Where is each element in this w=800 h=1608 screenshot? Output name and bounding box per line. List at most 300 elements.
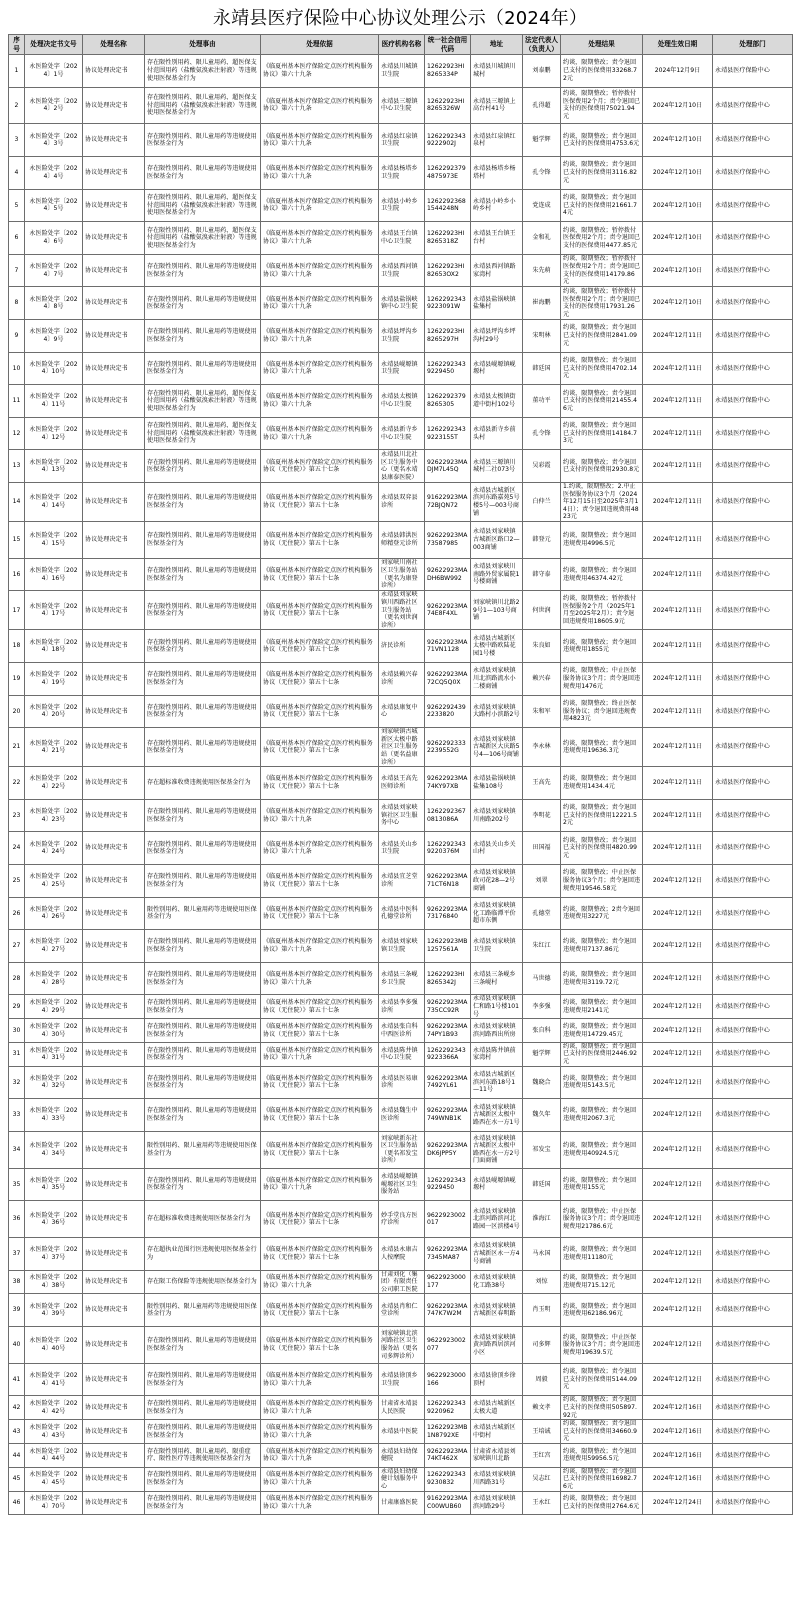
cell-disposal-result: 约谈，限期整改；暂停拨付医保费用2个月；责令退回已支付的医保费用75021.94元	[561, 87, 643, 124]
cell-effective-date: 2024年12月10日	[643, 124, 713, 157]
cell-credit-code: 12622923439229450	[425, 1168, 471, 1201]
cell-disposal-basis: 《临夏州基本医疗保险定点医疗机构服务协议》第六十九条	[261, 287, 379, 320]
cell-disposal-basis: 《临夏州基本医疗保险定点医疗机构服务协议》第六十九条	[261, 1270, 379, 1294]
cell-seq: 44	[9, 1444, 25, 1468]
cell-legal-representative: 朱和军	[523, 695, 561, 728]
cell-doc-number: 永医险处字〔2024〕28号	[25, 962, 83, 995]
cell-seq: 38	[9, 1270, 25, 1294]
column-header-legal-representative: 法定代表人（负责人）	[523, 35, 561, 55]
cell-effective-date: 2024年12月11日	[643, 417, 713, 450]
cell-legal-representative: 肖玉明	[523, 1294, 561, 1327]
cell-disposal-reason: 存在限性别用药、限儿童用药等违规使用医保基金行为	[145, 728, 261, 767]
cell-credit-code: 92622923MA735CC92R	[425, 995, 471, 1019]
cell-disposal-result: 约谈，限期整改；中止医保服务协议3个月；责令退回违规费用19639.5元	[561, 1327, 643, 1364]
cell-credit-code: 92622923MA72CQ5Q0X	[425, 663, 471, 696]
cell-effective-date: 2024年12月12日	[643, 1270, 713, 1294]
cell-institution-name: 永靖县三塬镇中心卫生院	[379, 87, 425, 124]
cell-legal-representative: 孔令锋	[523, 156, 561, 189]
cell-legal-representative: 王高先	[523, 767, 561, 800]
cell-seq: 1	[9, 55, 25, 88]
cell-disposal-reason: 存在限性别用药、限儿童用药等违规使用医保基金行为	[145, 450, 261, 483]
cell-disposal-name: 协议处理决定书	[83, 1042, 145, 1066]
table-row	[9, 189, 793, 222]
cell-legal-representative: 淮海江	[523, 1201, 561, 1238]
cell-disposal-basis: 《临夏州基本医疗保险定点医疗机构服务协议》第六十九条	[261, 930, 379, 963]
cell-seq: 28	[9, 962, 25, 995]
table-row	[9, 222, 793, 255]
cell-institution-name: 永靖县刘家峡镇卫生院	[379, 930, 425, 963]
cell-institution-name: 永靖县医易康诊所	[379, 1066, 425, 1099]
cell-disposal-result: 约谈，限期整改；责令退回已支付的医保费用4702.14元	[561, 352, 643, 385]
cell-seq: 37	[9, 1238, 25, 1271]
cell-disposal-basis: 《临夏州基本医疗保险定点医疗机构服务协议》第六十九条	[261, 1444, 379, 1468]
cell-doc-number: 永医险处字〔2024〕29号	[25, 995, 83, 1019]
cell-disposal-result: 约谈，限期整改；责令退回已支付的医保费用4820.99元	[561, 832, 643, 865]
disposal-table	[8, 34, 793, 1515]
cell-institution-name: 永靖县徐顶乡卫生院	[379, 1363, 425, 1396]
cell-department: 永靖县医疗保险中心	[713, 1327, 793, 1364]
cell-effective-date: 2024年12月12日	[643, 962, 713, 995]
cell-disposal-result: 约谈，限期整改；责令退回违规费用1434.4元	[561, 767, 643, 800]
cell-doc-number: 永医险处字〔2024〕34号	[25, 1131, 83, 1168]
cell-institution-name: 永靖县王高先医师诊所	[379, 767, 425, 800]
cell-disposal-basis: 《临夏州基本医疗保险定点医疗机构服务协议》第六十九条	[261, 87, 379, 124]
cell-department: 永靖县医疗保险中心	[713, 663, 793, 696]
cell-department: 永靖县医疗保险中心	[713, 352, 793, 385]
cell-disposal-result: 约谈，限期整改；责令退回违规费用155元	[561, 1168, 643, 1201]
cell-doc-number: 永医险处字〔2024〕70号	[25, 1491, 83, 1515]
cell-disposal-basis: 《临夏州基本医疗保险定点医疗机构服务协议（无住院）》第五十七条	[261, 1019, 379, 1043]
cell-seq: 29	[9, 995, 25, 1019]
cell-credit-code: 9622923000177	[425, 1270, 471, 1294]
cell-disposal-name: 协议处理决定书	[83, 87, 145, 124]
table-row	[9, 319, 793, 352]
cell-legal-representative: 刘惊	[523, 1270, 561, 1294]
cell-department: 永靖县医疗保险中心	[713, 1363, 793, 1396]
table-row	[9, 832, 793, 865]
cell-institution-name: 永靖县张自科中西医诊所	[379, 1019, 425, 1043]
cell-disposal-result: 约谈，限期整改；责令退回违规费用715.12元	[561, 1270, 643, 1294]
cell-seq: 36	[9, 1201, 25, 1238]
cell-disposal-basis: 《临夏州基本医疗保险定点医疗机构服务协议（无住院）》第五十七条	[261, 695, 379, 728]
cell-credit-code: 12622923439229450	[425, 352, 471, 385]
cell-disposal-reason: 存在限性别用药、限儿童用药等违规使用医保基金行为	[145, 558, 261, 591]
cell-doc-number: 永医险处字〔2024〕38号	[25, 1270, 83, 1294]
cell-seq: 46	[9, 1491, 25, 1515]
cell-disposal-name: 协议处理决定书	[83, 482, 145, 521]
cell-doc-number: 永医险处字〔2024〕43号	[25, 1420, 83, 1444]
cell-department: 永靖县医疗保险中心	[713, 1099, 793, 1132]
cell-disposal-result: 约谈，限期整改；责令退回已支付的医保费用3116.82元	[561, 156, 643, 189]
table-row	[9, 1270, 793, 1294]
cell-institution-name: 永靖县永康吉人按摩院	[379, 1238, 425, 1271]
cell-seq: 3	[9, 124, 25, 157]
cell-disposal-name: 协议处理决定书	[83, 1066, 145, 1099]
cell-department: 永靖县医疗保险中心	[713, 287, 793, 320]
cell-address: 永靖县刘家峡镇古城新区春明路	[471, 1294, 523, 1327]
cell-disposal-name: 协议处理决定书	[83, 319, 145, 352]
table-row	[9, 591, 793, 630]
cell-legal-representative: 朱良如	[523, 630, 561, 663]
table-row	[9, 767, 793, 800]
cell-seq: 19	[9, 663, 25, 696]
table-row	[9, 995, 793, 1019]
cell-department: 永靖县医疗保险中心	[713, 1294, 793, 1327]
cell-disposal-name: 协议处理决定书	[83, 897, 145, 930]
cell-disposal-basis: 《临夏州基本医疗保险定点医疗机构服务协议（无住院）》第五十七条	[261, 1201, 379, 1238]
table-header	[9, 35, 793, 55]
cell-seq: 34	[9, 1131, 25, 1168]
cell-effective-date: 2024年12月12日	[643, 1168, 713, 1201]
table-row	[9, 695, 793, 728]
cell-disposal-reason: 存在限性别用药、限儿童用药等违规使用医保基金行为	[145, 319, 261, 352]
cell-doc-number: 永医险处字〔2024〕10号	[25, 352, 83, 385]
cell-legal-representative: 周毅	[523, 1363, 561, 1396]
cell-department: 永靖县医疗保险中心	[713, 254, 793, 287]
cell-disposal-basis: 《临夏州基本医疗保险定点医疗机构服务协议（无住院）》第五十七条	[261, 1238, 379, 1271]
cell-institution-name: 永靖县川北社区卫生服务中心（更名永靖县康泰医院）	[379, 450, 425, 483]
table-row	[9, 450, 793, 483]
table-row	[9, 1420, 793, 1444]
cell-address: 永靖县杨塔乡杨塔村	[471, 156, 523, 189]
cell-doc-number: 永医险处字〔2024〕13号	[25, 450, 83, 483]
cell-address: 永靖县关山乡关山村	[471, 832, 523, 865]
cell-address: 永靖县刘家峡镇古城新区永一方4号商铺	[471, 1238, 523, 1271]
cell-institution-name: 永靖县李多强诊所	[379, 995, 425, 1019]
table-row	[9, 897, 793, 930]
cell-effective-date: 2024年12月12日	[643, 1042, 713, 1066]
cell-doc-number: 永医险处字〔2024〕3号	[25, 124, 83, 157]
cell-disposal-reason: 存在限性别用药、限儿童用药等违规使用医保基金行为	[145, 591, 261, 630]
cell-disposal-result: 约谈，限期整改；责令退回已支付的医保费用4753.6元	[561, 124, 643, 157]
cell-legal-representative: 马世德	[523, 962, 561, 995]
cell-legal-representative: 何世润	[523, 591, 561, 630]
cell-credit-code: 12622923439220376M	[425, 832, 471, 865]
cell-address: 永靖县小岭乡小岭乡村	[471, 189, 523, 222]
cell-department: 永靖县医疗保险中心	[713, 87, 793, 124]
cell-disposal-result: 约谈，限期整改；责令退回已支付的医保费用34660.9元	[561, 1420, 643, 1444]
cell-department: 永靖县医疗保险中心	[713, 1066, 793, 1099]
cell-disposal-result: 约谈，限期整改；中止医保服务协议3个月；责令退回违规费用19546.58元	[561, 865, 643, 898]
cell-disposal-result: 约谈，限期整改；责令退回违规费用62186.96元	[561, 1294, 643, 1327]
cell-institution-name: 刘家峡镇古城新区太极中路社区卫生服务站（更名益康诊所）	[379, 728, 425, 767]
table-row	[9, 1131, 793, 1168]
cell-legal-representative: 崔海鹏	[523, 287, 561, 320]
cell-legal-representative: 党连成	[523, 189, 561, 222]
cell-disposal-name: 协议处理决定书	[83, 1099, 145, 1132]
cell-disposal-basis: 《临夏州基本医疗保险定点医疗机构服务协议（无住院）》第五十七条	[261, 728, 379, 767]
cell-disposal-reason: 存在超标准收费违规使用医保基金行为	[145, 1201, 261, 1238]
cell-legal-representative: 赖兴春	[523, 663, 561, 696]
table-row	[9, 521, 793, 558]
cell-address: 永靖县刘家峡镇古城新区大庆路5号4—106号商铺	[471, 728, 523, 767]
cell-doc-number: 永医险处字〔2024〕20号	[25, 695, 83, 728]
cell-credit-code: 92622923MA747K7W2M	[425, 1294, 471, 1327]
cell-disposal-name: 协议处理决定书	[83, 385, 145, 418]
cell-doc-number: 永医险处字〔2024〕9号	[25, 319, 83, 352]
cell-disposal-result: 约谈，限期整改；暂停拨付医保服务2个月（2025年1月至2025年2月）；责令退回违规费用18605.9元	[561, 591, 643, 630]
cell-disposal-name: 协议处理决定书	[83, 1270, 145, 1294]
cell-seq: 8	[9, 287, 25, 320]
cell-effective-date: 2024年12月12日	[643, 930, 713, 963]
cell-effective-date: 2024年12月11日	[643, 482, 713, 521]
cell-disposal-basis: 《临夏州基本医疗保险定点医疗机构服务协议》第六十九条	[261, 1396, 379, 1420]
cell-effective-date: 2024年12月11日	[643, 832, 713, 865]
cell-disposal-result: 约谈，限期整改；责令退回已支付的医保费用16982.76元	[561, 1467, 643, 1491]
cell-legal-representative: 韩廷国	[523, 1168, 561, 1201]
cell-disposal-reason: 存在限性别用药、限儿童用药等违规使用医保基金行为	[145, 630, 261, 663]
cell-disposal-reason: 存在限性别用药、限儿童用药等违规使用医保基金行为	[145, 799, 261, 832]
cell-disposal-reason: 存在限性别用药、限儿童用药、超医保支付范围用药（盐酸氨溴索注射液）等违规使用医保基金行为	[145, 222, 261, 255]
cell-doc-number: 永医险处字〔2024〕8号	[25, 287, 83, 320]
cell-credit-code: 92622923MADK6JPP5Y	[425, 1131, 471, 1168]
cell-disposal-name: 协议处理决定书	[83, 417, 145, 450]
cell-credit-code: 91622923MA72BJQN72	[425, 482, 471, 521]
table-row	[9, 287, 793, 320]
cell-disposal-result: 约谈，限期整改；责令退回已支付的医保费用14184.73元	[561, 417, 643, 450]
cell-disposal-basis: 《临夏州基本医疗保险定点医疗机构服务协议》第六十九条	[261, 319, 379, 352]
table-row	[9, 663, 793, 696]
cell-credit-code: 12622923439220962	[425, 1396, 471, 1420]
cell-disposal-basis: 《临夏州基本医疗保险定点医疗机构服务协议》第六十九条	[261, 799, 379, 832]
cell-legal-representative: 吴彩霞	[523, 450, 561, 483]
cell-disposal-name: 协议处理决定书	[83, 1201, 145, 1238]
cell-institution-name: 永靖县盐锅峡镇中心卫生院	[379, 287, 425, 320]
cell-institution-name: 永靖县川城镇卫生院	[379, 55, 425, 88]
cell-department: 永靖县医疗保险中心	[713, 1201, 793, 1238]
cell-disposal-reason: 存在限性别用药、限儿童用药等违规使用医保基金行为	[145, 1099, 261, 1132]
table-row	[9, 1019, 793, 1043]
table-row	[9, 1294, 793, 1327]
cell-disposal-result: 约谈，限期整改；责令退回已支付的医保费用2841.09元	[561, 319, 643, 352]
cell-seq: 35	[9, 1168, 25, 1201]
cell-doc-number: 永医险处字〔2024〕17号	[25, 591, 83, 630]
cell-institution-name: 永靖县西河镇卫生院	[379, 254, 425, 287]
cell-effective-date: 2024年12月11日	[643, 591, 713, 630]
cell-credit-code: 12622923439223091W	[425, 287, 471, 320]
cell-disposal-name: 协议处理决定书	[83, 1444, 145, 1468]
cell-credit-code: 12622923439222902J	[425, 124, 471, 157]
cell-disposal-basis: 《临夏州基本医疗保险定点医疗机构服务协议（无住院）》第五十七条	[261, 482, 379, 521]
cell-department: 永靖县医疗保险中心	[713, 319, 793, 352]
cell-disposal-name: 协议处理决定书	[83, 1168, 145, 1201]
cell-disposal-name: 协议处理决定书	[83, 1327, 145, 1364]
cell-disposal-reason: 存在限性别用药、限儿童用药等违规使用医保基金行为	[145, 352, 261, 385]
cell-seq: 25	[9, 865, 25, 898]
cell-legal-representative: 宋明林	[523, 319, 561, 352]
cell-institution-name: 永靖县新寺乡中心卫生院	[379, 417, 425, 450]
cell-address: 永靖县刘家峡镇滨河路29号	[471, 1491, 523, 1515]
cell-disposal-reason: 限性别用药、限儿童用药等违规使用医保基金行为	[145, 897, 261, 930]
cell-disposal-reason: 存在限性别用药、限儿童用药等违规使用医保基金行为	[145, 1042, 261, 1066]
cell-effective-date: 2024年12月11日	[643, 728, 713, 767]
cell-effective-date: 2024年12月10日	[643, 189, 713, 222]
cell-institution-name: 永靖县杨塔乡卫生院	[379, 156, 425, 189]
cell-disposal-name: 协议处理决定书	[83, 1238, 145, 1271]
cell-address: 永靖县刘家峡镇化工路38号	[471, 1270, 523, 1294]
cell-disposal-name: 协议处理决定书	[83, 663, 145, 696]
cell-disposal-name: 协议处理决定书	[83, 1491, 145, 1515]
cell-seq: 17	[9, 591, 25, 630]
cell-disposal-reason: 存在限性别用药、限儿童用药、超医保支付范围用药（盐酸氨溴索注射液）等违规使用医保基金行为	[145, 417, 261, 450]
cell-seq: 42	[9, 1396, 25, 1420]
cell-credit-code: 12622923HI8265334P	[425, 55, 471, 88]
cell-seq: 2	[9, 87, 25, 124]
cell-institution-name: 永靖县赖兴春诊所	[379, 663, 425, 696]
cell-effective-date: 2024年12月10日	[643, 222, 713, 255]
cell-address: 永靖县太极镇街道中街村102号	[471, 385, 523, 418]
cell-address: 永靖县新寺乡前头村	[471, 417, 523, 450]
cell-effective-date: 2024年12月11日	[643, 767, 713, 800]
cell-legal-representative: 魏晓合	[523, 1066, 561, 1099]
cell-credit-code: 92622923332239552G	[425, 728, 471, 767]
cell-disposal-basis: 《临夏州基本医疗保险定点医疗机构服务协议（无住院）》第五十七条	[261, 1099, 379, 1132]
cell-seq: 43	[9, 1420, 25, 1444]
cell-credit-code: 92622923MA73587985	[425, 521, 471, 558]
cell-credit-code: 92622923MA74KY97XB	[425, 767, 471, 800]
cell-disposal-name: 协议处理决定书	[83, 832, 145, 865]
cell-disposal-reason: 存在限性别用药、限儿童用药等违规使用医保基金行为	[145, 521, 261, 558]
cell-effective-date: 2024年12月11日	[643, 521, 713, 558]
cell-disposal-reason: 存在限性别用药、限儿童用药等违规使用医保基金行为	[145, 1363, 261, 1396]
table-row	[9, 87, 793, 124]
cell-address: 永靖县刘家峡镇大路村小滨路2号	[471, 695, 523, 728]
cell-effective-date: 2024年12月9日	[643, 55, 713, 88]
cell-effective-date: 2024年12月11日	[643, 385, 713, 418]
cell-legal-representative: 王红宫	[523, 1444, 561, 1468]
cell-disposal-name: 协议处理决定书	[83, 55, 145, 88]
cell-credit-code: 12622923MB1N8792XE	[425, 1420, 471, 1444]
cell-address: 永靖县坪沟乡坪沟村29号	[471, 319, 523, 352]
cell-effective-date: 2024年12月11日	[643, 799, 713, 832]
cell-effective-date: 2024年12月12日	[643, 995, 713, 1019]
cell-seq: 14	[9, 482, 25, 521]
cell-disposal-name: 协议处理决定书	[83, 728, 145, 767]
cell-disposal-name: 协议处理决定书	[83, 591, 145, 630]
cell-effective-date: 2024年12月12日	[643, 1066, 713, 1099]
cell-department: 永靖县医疗保险中心	[713, 995, 793, 1019]
cell-disposal-name: 协议处理决定书	[83, 254, 145, 287]
cell-institution-name: 永靖县陈井镇中心卫生院	[379, 1042, 425, 1066]
cell-disposal-name: 协议处理决定书	[83, 799, 145, 832]
cell-address: 甘肃省永靖县刘家峡镇川北路	[471, 1444, 523, 1468]
cell-doc-number: 永医险处字〔2024〕1号	[25, 55, 83, 88]
cell-address: 永靖县徐顶乡徐顶村	[471, 1363, 523, 1396]
cell-doc-number: 永医险处字〔2024〕27号	[25, 930, 83, 963]
cell-effective-date: 2024年12月10日	[643, 87, 713, 124]
cell-department: 永靖县医疗保险中心	[713, 1467, 793, 1491]
cell-doc-number: 永医险处字〔2024〕40号	[25, 1327, 83, 1364]
cell-disposal-basis: 《临夏州基本医疗保险定点医疗机构服务协议（无住院）》第五十七条	[261, 897, 379, 930]
cell-disposal-basis: 《临夏州基本医疗保险定点医疗机构服务协议》第六十九条	[261, 222, 379, 255]
cell-credit-code: 12622923HI8265297H	[425, 319, 471, 352]
cell-seq: 26	[9, 897, 25, 930]
cell-disposal-result: 约谈，限期整改；责令退回已支付的医保费用33268.72元	[561, 55, 643, 88]
cell-seq: 18	[9, 630, 25, 663]
table-row	[9, 1327, 793, 1364]
cell-effective-date: 2024年12月11日	[643, 319, 713, 352]
cell-seq: 20	[9, 695, 25, 728]
cell-seq: 4	[9, 156, 25, 189]
cell-disposal-result: 约谈，限期整改；责令退回违规费用5143.5元	[561, 1066, 643, 1099]
cell-disposal-basis: 《临夏州基本医疗保险定点医疗机构服务协议（无住院）》第五十七条	[261, 865, 379, 898]
cell-department: 永靖县医疗保险中心	[713, 1019, 793, 1043]
cell-effective-date: 2024年12月10日	[643, 156, 713, 189]
cell-effective-date: 2024年12月11日	[643, 558, 713, 591]
cell-institution-name: 甘肃刘化（集团）有限责任公司职工医院	[379, 1270, 425, 1294]
column-header-disposal-result: 处理结果	[561, 35, 643, 55]
cell-department: 永靖县医疗保险中心	[713, 1396, 793, 1420]
table-row	[9, 482, 793, 521]
cell-department: 永靖县医疗保险中心	[713, 1444, 793, 1468]
cell-department: 永靖县医疗保险中心	[713, 450, 793, 483]
cell-disposal-reason: 存在限性别用药、限儿童用药等违规使用医保基金行为	[145, 865, 261, 898]
cell-disposal-name: 协议处理决定书	[83, 352, 145, 385]
cell-disposal-name: 协议处理决定书	[83, 1019, 145, 1043]
cell-address: 永靖县刘家峡镇滨河路西出所房	[471, 1019, 523, 1043]
cell-doc-number: 永医险处字〔2024〕16号	[25, 558, 83, 591]
table-row	[9, 865, 793, 898]
cell-disposal-name: 协议处理决定书	[83, 865, 145, 898]
cell-department: 永靖县医疗保险中心	[713, 189, 793, 222]
cell-institution-name: 永靖县刘家峡镇川西路社区卫生服务站（更名刘世润诊所）	[379, 591, 425, 630]
cell-disposal-name: 协议处理决定书	[83, 558, 145, 591]
cell-disposal-reason: 存在限性别用药、限儿童用药等违规使用医保基金行为	[145, 1168, 261, 1201]
cell-legal-representative: 魁学辉	[523, 124, 561, 157]
cell-doc-number: 永医险处字〔2024〕30号	[25, 1019, 83, 1043]
cell-effective-date: 2024年12月11日	[643, 352, 713, 385]
cell-credit-code: 12622923798265305	[425, 385, 471, 418]
cell-disposal-basis: 《临夏州基本医疗保险定点医疗机构服务协议》第六十九条	[261, 417, 379, 450]
cell-disposal-name: 协议处理决定书	[83, 222, 145, 255]
cell-disposal-basis: 《临夏州基本医疗保险定点医疗机构服务协议（无住院）》第五十七条	[261, 521, 379, 558]
cell-address: 永靖县刘家峡镇仁和路1号楼101号	[471, 995, 523, 1019]
cell-doc-number: 永医险处字〔2024〕6号	[25, 222, 83, 255]
cell-institution-name: 永靖县肖和仁堂诊所	[379, 1294, 425, 1327]
cell-doc-number: 永医险处字〔2024〕18号	[25, 630, 83, 663]
cell-credit-code: 12622923439223155T	[425, 417, 471, 450]
cell-legal-representative: 吴志红	[523, 1467, 561, 1491]
cell-disposal-result: 约谈，限期整改；责令退回违规费用2067.3元	[561, 1099, 643, 1132]
table-row	[9, 1042, 793, 1066]
cell-address: 永靖县盐锅峡镇盐集108号	[471, 767, 523, 800]
cell-seq: 32	[9, 1066, 25, 1099]
cell-department: 永靖县医疗保险中心	[713, 695, 793, 728]
cell-institution-name: 永靖县坪沟乡卫生院	[379, 319, 425, 352]
cell-department: 永靖县医疗保险中心	[713, 222, 793, 255]
cell-seq: 13	[9, 450, 25, 483]
cell-credit-code: 92622923MA74PY1B93	[425, 1019, 471, 1043]
cell-legal-representative: 王永红	[523, 1491, 561, 1515]
cell-effective-date: 2024年12月12日	[643, 865, 713, 898]
cell-disposal-basis: 《临夏州基本医疗保险定点医疗机构服务协议》第六十九条	[261, 832, 379, 865]
cell-address: 永靖县刘家峡镇黄河路西居滨河小区	[471, 1327, 523, 1364]
cell-credit-code: 9622923002017	[425, 1201, 471, 1238]
cell-credit-code: 92622923MA749WNB1K	[425, 1099, 471, 1132]
cell-department: 永靖县医疗保险中心	[713, 897, 793, 930]
cell-credit-code: 12622923439230832	[425, 1467, 471, 1491]
cell-credit-code: 92622923MA7345MA87	[425, 1238, 471, 1271]
table-row	[9, 930, 793, 963]
cell-legal-representative: 白仲兰	[523, 482, 561, 521]
cell-disposal-basis: 《临夏州基本医疗保险定点医疗机构服务协议》第六十九条	[261, 124, 379, 157]
cell-effective-date: 2024年12月11日	[643, 450, 713, 483]
cell-disposal-name: 协议处理决定书	[83, 930, 145, 963]
cell-seq: 15	[9, 521, 25, 558]
cell-legal-representative: 魏久年	[523, 1099, 561, 1132]
table-row	[9, 254, 793, 287]
cell-credit-code: 9622923002077	[425, 1327, 471, 1364]
